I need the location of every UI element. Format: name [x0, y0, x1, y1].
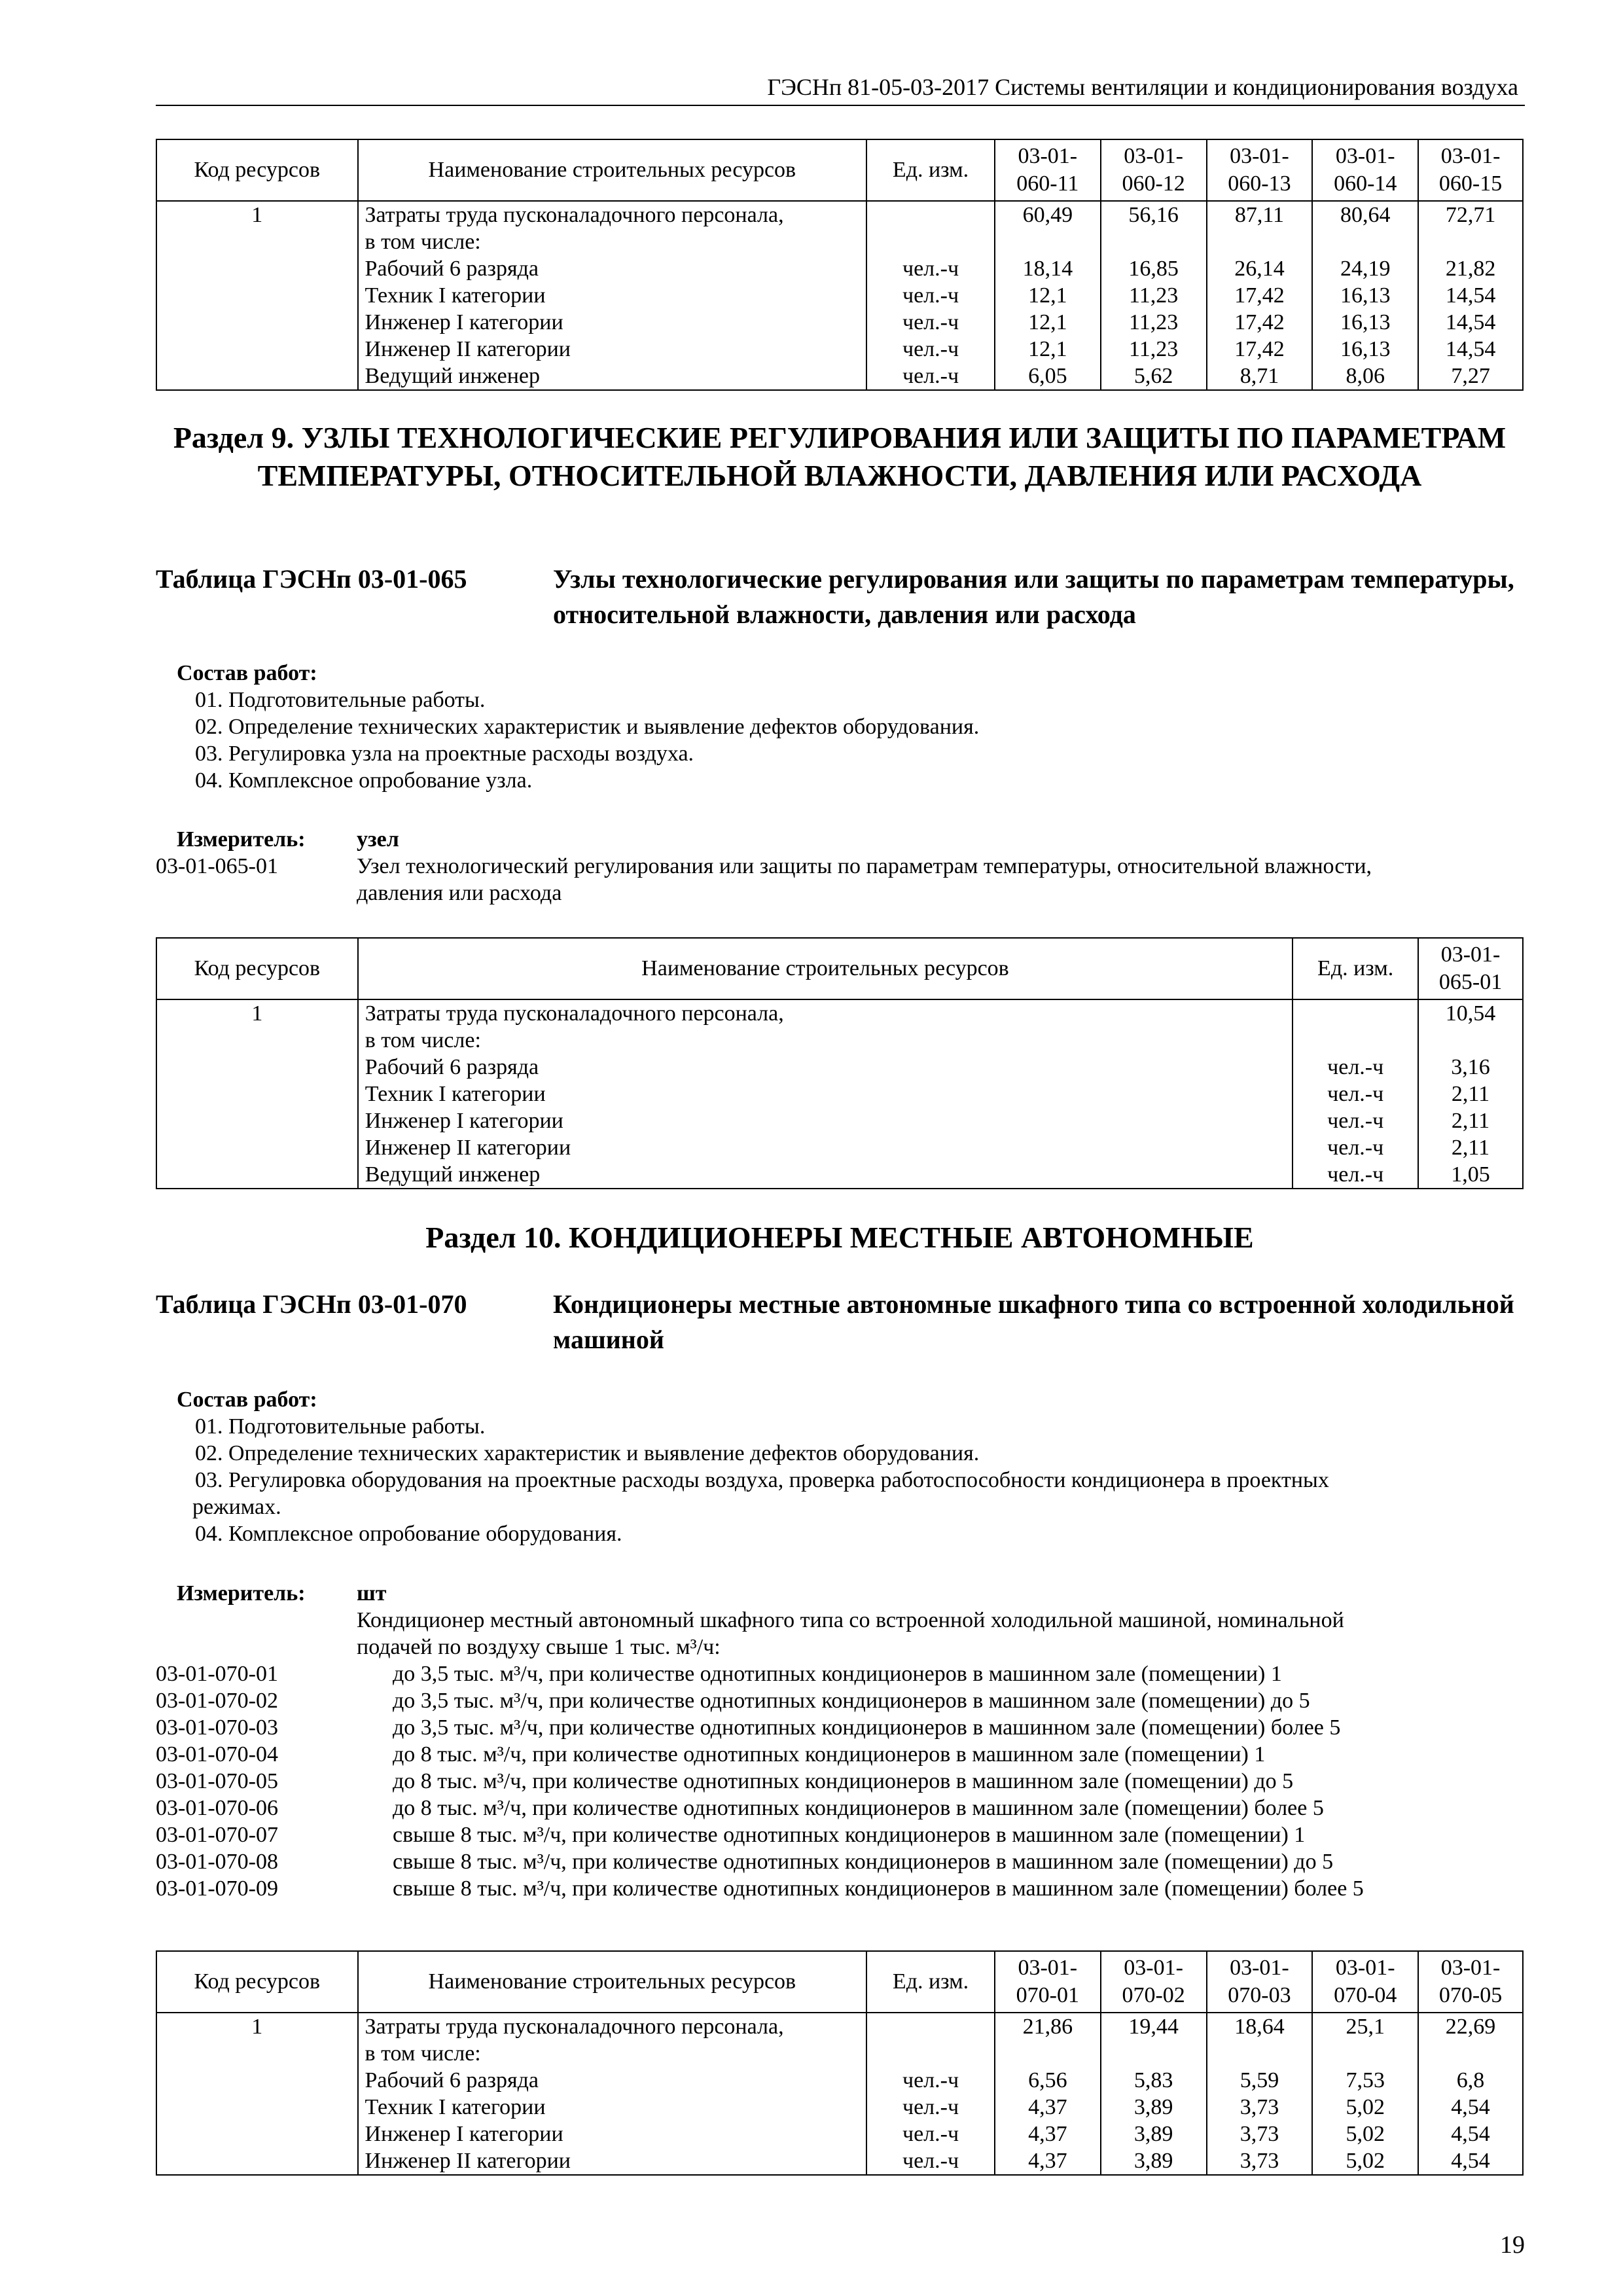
column-header-norm: 03-01- 060-11 [995, 139, 1101, 201]
cell-value: 19,44 [1128, 2015, 1179, 2039]
unit-value: чел.-ч [902, 2122, 959, 2146]
unit-value: чел.-ч [902, 2068, 959, 2092]
item-code: 03-01-070-06 [156, 1796, 278, 1820]
item-code: 03-01-070-08 [156, 1850, 278, 1874]
resource-code: 1 [156, 2013, 358, 2175]
resource-name: Инженер II категории [365, 1136, 571, 1160]
table-03-01-065 [156, 937, 1524, 1189]
meter-block-065 [156, 826, 1524, 906]
resource-name: Затраты труда пусконаладочного персонала, [365, 203, 784, 227]
norm-values [1207, 2013, 1313, 2175]
resource-name: Техник I категории [365, 283, 546, 308]
item-text: до 8 тыс. м³/ч, при количестве однотипных кондиционеров в машинном зале (помещении) 1 [393, 1742, 1266, 1767]
item-text: свыше 8 тыс. м³/ч, при количестве однотипных кондиционеров в машинном зале (помещении) 1 [393, 1823, 1306, 1847]
norm-values [1312, 2013, 1418, 2175]
cell-value: 14,54 [1445, 337, 1496, 361]
cell-value: 80,64 [1340, 203, 1391, 227]
cell-value: 5,02 [1346, 2095, 1385, 2119]
unit-value: чел.-ч [902, 337, 959, 361]
column-header-norm: 03-01- 070-03 [1207, 1951, 1313, 2013]
item-text: до 3,5 тыс. м³/ч, при количестве однотипных кондиционеров в машинном зале (помещении) 1 [393, 1662, 1282, 1686]
cell-value: 16,13 [1340, 310, 1391, 334]
cell-value: 6,8 [1456, 2068, 1485, 2092]
norm-values [1418, 999, 1523, 1189]
resource-name: Рабочий 6 разряда [365, 1055, 539, 1079]
item-code: 03-01-065-01 [156, 854, 278, 878]
resource-units [1293, 999, 1418, 1189]
table-label: Таблица ГЭСНп 03-01-070 [156, 1289, 467, 1319]
cell-value: 8,71 [1240, 364, 1279, 388]
column-header-name: Наименование строительных ресурсов [358, 139, 867, 201]
column-header-unit: Ед. изм. [866, 1951, 995, 2013]
work-item: 04. Комплексное опробование оборудования. [195, 1522, 622, 1546]
work-item: 04. Комплексное опробование узла. [195, 768, 533, 793]
cell-value: 4,54 [1451, 2149, 1490, 2173]
cell-value [1319, 2040, 1411, 2067]
resource-names [358, 201, 867, 390]
cell-value: 4,54 [1451, 2095, 1490, 2119]
resource-name: Рабочий 6 разряда [365, 2068, 539, 2092]
unit-value: чел.-ч [902, 310, 959, 334]
item-code: 03-01-070-05 [156, 1769, 278, 1793]
resource-name: Ведущий инженер [365, 1162, 541, 1187]
cell-value: 11,23 [1129, 310, 1179, 334]
unit-value [874, 2013, 988, 2040]
cell-value: 7,27 [1451, 364, 1490, 388]
cell-value [1425, 1027, 1516, 1054]
cell-value: 5,83 [1133, 2068, 1173, 2092]
column-header-norm: 03-01- 060-15 [1418, 139, 1523, 201]
column-header-norm: 03-01- 070-05 [1418, 1951, 1523, 2013]
unit-value: чел.-ч [1327, 1055, 1384, 1079]
cell-value: 4,37 [1028, 2095, 1067, 2119]
cell-value: 10,54 [1445, 1001, 1496, 1026]
item-code: 03-01-070-09 [156, 1876, 278, 1901]
resource-code: 1 [156, 201, 358, 390]
section-10-title: Раздел 10. КОНДИЦИОНЕРЫ МЕСТНЫЕ АВТОНОМНЫЕ [425, 1221, 1254, 1254]
item-description: Кондиционер местный автономный шкафного типа со встроенной холодильной машиной, номинальной [357, 1608, 1344, 1632]
item-code: 03-01-070-04 [156, 1742, 278, 1767]
cell-value [1214, 2040, 1306, 2067]
norm-values [1101, 201, 1207, 390]
meter-unit: узел [357, 827, 399, 852]
cell-value: 3,89 [1133, 2122, 1173, 2146]
meter-block-070 [156, 1580, 1524, 1902]
resource-name: Инженер I категории [365, 310, 563, 334]
cell-value [1425, 2040, 1516, 2067]
cell-value: 4,54 [1451, 2122, 1490, 2146]
item-code: 03-01-070-01 [156, 1662, 278, 1686]
cell-value: 3,89 [1133, 2095, 1173, 2119]
cell-value: 16,85 [1128, 257, 1179, 281]
cell-value: 11,23 [1129, 283, 1179, 308]
column-header-norm: 03-01- 070-01 [995, 1951, 1101, 2013]
works-label: Состав работ: [177, 661, 317, 685]
unit-value [1300, 1027, 1411, 1054]
cell-value [1319, 228, 1411, 255]
norm-values [1418, 201, 1523, 390]
meter-label: Измеритель: [177, 827, 306, 852]
cell-value [1002, 228, 1094, 255]
cell-value: 25,1 [1346, 2015, 1385, 2039]
norm-values [995, 2013, 1101, 2175]
cell-value: 14,54 [1445, 283, 1496, 308]
unit-value [874, 2040, 988, 2067]
cell-value: 7,53 [1346, 2068, 1385, 2092]
column-header-code: Код ресурсов [156, 938, 358, 999]
item-code: 03-01-070-02 [156, 1689, 278, 1713]
unit-value: чел.-ч [1327, 1136, 1384, 1160]
cell-value: 16,13 [1340, 337, 1391, 361]
table-title: Узлы технологические регулирования или защиты по параметрам температуры, относительной влажности, давления или расхода [553, 564, 1514, 629]
cell-value: 2,11 [1451, 1082, 1490, 1106]
cell-value: 2,11 [1451, 1136, 1490, 1160]
works-list-065 [156, 660, 1524, 794]
column-header-norm: 03-01- 060-13 [1207, 139, 1313, 201]
cell-value: 18,14 [1022, 257, 1073, 281]
column-header-name: Наименование строительных ресурсов [358, 1951, 867, 2013]
cell-value: 12,1 [1028, 283, 1067, 308]
cell-value: 12,1 [1028, 337, 1067, 361]
cell-value: 87,11 [1234, 203, 1285, 227]
cell-value: 16,13 [1340, 283, 1391, 308]
column-header-norm: 03-01- 070-02 [1101, 1951, 1207, 2013]
meter-unit: шт [357, 1581, 387, 1605]
page-number: 19 [1500, 2231, 1525, 2259]
cell-value: 6,56 [1028, 2068, 1067, 2092]
resource-name: в том числе: [365, 1028, 481, 1052]
cell-value: 21,86 [1022, 2015, 1073, 2039]
unit-value: чел.-ч [902, 2095, 959, 2119]
norm-values [1312, 201, 1418, 390]
column-header-norm: 03-01- 070-04 [1312, 1951, 1418, 2013]
item-text: до 8 тыс. м³/ч, при количестве однотипных кондиционеров в машинном зале (помещении) до 5 [393, 1769, 1294, 1793]
resource-units [866, 201, 995, 390]
resource-name: Техник I категории [365, 2095, 546, 2119]
resource-name: Затраты труда пусконаладочного персонала, [365, 2015, 784, 2039]
item-code: 03-01-070-03 [156, 1715, 278, 1740]
cell-value: 72,71 [1445, 203, 1496, 227]
norm-values [1418, 2013, 1523, 2175]
item-text: свыше 8 тыс. м³/ч, при количестве однотипных кондиционеров в машинном зале (помещении) до 5 [393, 1850, 1334, 1874]
table-row [156, 999, 1523, 1189]
cell-value: 14,54 [1445, 310, 1496, 334]
column-header-unit: Ед. изм. [1293, 938, 1418, 999]
unit-value: чел.-ч [1327, 1082, 1384, 1106]
section-9-title: Раздел 9. УЗЛЫ ТЕХНОЛОГИЧЕСКИЕ РЕГУЛИРОВАНИЯ ИЛИ ЗАЩИТЫ ПО ПАРАМЕТРАМ ТЕМПЕРАТУРЫ, ОТНОСИТЕЛЬНОЙ ВЛАЖНОСТИ, ДАВЛЕНИЯ ИЛИ РАСХОДА [173, 421, 1507, 492]
unit-value: чел.-ч [902, 2149, 959, 2173]
unit-value: чел.-ч [1327, 1162, 1384, 1187]
norm-values [1207, 201, 1313, 390]
works-list-070 [156, 1386, 1524, 1547]
resource-name: в том числе: [365, 2041, 481, 2066]
item-text: свыше 8 тыс. м³/ч, при количестве однотипных кондиционеров в машинном зале (помещении) более 5 [393, 1876, 1364, 1901]
item-code: 03-01-070-07 [156, 1823, 278, 1847]
work-item: 01. Подготовительные работы. [195, 1414, 486, 1439]
item-text: до 3,5 тыс. м³/ч, при количестве однотипных кондиционеров в машинном зале (помещении) до 5 [393, 1689, 1310, 1713]
cell-value: 8,06 [1346, 364, 1385, 388]
column-header-norm: 03-01- 065-01 [1418, 938, 1523, 999]
cell-value: 4,37 [1028, 2149, 1067, 2173]
resource-name: в том числе: [365, 230, 481, 254]
unit-value: чел.-ч [1327, 1109, 1384, 1133]
unit-value [874, 202, 988, 228]
work-item: 03. Регулировка узла на проектные расходы воздуха. [195, 742, 694, 766]
unit-value: чел.-ч [902, 257, 959, 281]
cell-value: 60,49 [1022, 203, 1073, 227]
column-header-code: Код ресурсов [156, 1951, 358, 2013]
column-header-unit: Ед. изм. [866, 139, 995, 201]
item-text: Узел технологический регулирования или защиты по параметрам температуры, относительной влажности, [357, 854, 1372, 878]
resource-units [866, 2013, 995, 2175]
cell-value: 3,73 [1240, 2095, 1279, 2119]
cell-value: 5,02 [1346, 2122, 1385, 2146]
resource-name: Техник I категории [365, 1082, 546, 1106]
resource-name: Инженер I категории [365, 1109, 563, 1133]
norm-values [1101, 2013, 1207, 2175]
item-text: давления или расхода [357, 881, 562, 905]
cell-value: 17,42 [1234, 310, 1285, 334]
work-item: 01. Подготовительные работы. [195, 688, 486, 712]
cell-value: 11,23 [1129, 337, 1179, 361]
table-03-01-060 [156, 139, 1524, 391]
work-item: 02. Определение технических характеристик и выявление дефектов оборудования. [195, 1441, 980, 1465]
resource-code: 1 [156, 999, 358, 1189]
cell-value: 3,16 [1451, 1055, 1490, 1079]
resource-name: Ведущий инженер [365, 364, 541, 388]
table-row [156, 201, 1523, 390]
cell-value [1425, 228, 1516, 255]
cell-value: 2,11 [1451, 1109, 1490, 1133]
cell-value: 18,64 [1234, 2015, 1285, 2039]
norm-values [995, 201, 1101, 390]
table-row [156, 2013, 1523, 2175]
cell-value: 21,82 [1445, 257, 1496, 281]
cell-value: 5,59 [1240, 2068, 1279, 2092]
column-header-code: Код ресурсов [156, 139, 358, 201]
column-header-name: Наименование строительных ресурсов [358, 938, 1293, 999]
cell-value [1002, 2040, 1094, 2067]
resource-name: Затраты труда пусконаладочного персонала, [365, 1001, 784, 1026]
unit-value [1300, 1000, 1411, 1027]
cell-value: 1,05 [1451, 1162, 1490, 1187]
column-header-norm: 03-01- 060-12 [1101, 139, 1207, 201]
works-label: Состав работ: [177, 1388, 317, 1412]
cell-value: 3,73 [1240, 2122, 1279, 2146]
table-title: Кондиционеры местные автономные шкафного типа со встроенной холодильной машиной [553, 1289, 1514, 1354]
unit-value: чел.-ч [902, 283, 959, 308]
cell-value [1214, 228, 1306, 255]
cell-value: 17,42 [1234, 337, 1285, 361]
resource-name: Инженер II категории [365, 337, 571, 361]
work-item: режимах. [192, 1495, 281, 1519]
resource-name: Инженер II категории [365, 2149, 571, 2173]
item-text: до 8 тыс. м³/ч, при количестве однотипных кондиционеров в машинном зале (помещении) более 5 [393, 1796, 1324, 1820]
unit-value: чел.-ч [902, 364, 959, 388]
cell-value: 6,05 [1028, 364, 1067, 388]
cell-value: 24,19 [1340, 257, 1391, 281]
cell-value: 4,37 [1028, 2122, 1067, 2146]
table-label: Таблица ГЭСНп 03-01-065 [156, 564, 467, 594]
cell-value: 17,42 [1234, 283, 1285, 308]
unit-value [874, 228, 988, 255]
column-header-norm: 03-01- 060-14 [1312, 139, 1418, 201]
cell-value: 26,14 [1234, 257, 1285, 281]
cell-value [1108, 228, 1200, 255]
item-description: подачей по воздуху свыше 1 тыс. м³/ч: [357, 1635, 721, 1659]
resource-names [358, 999, 1293, 1189]
resource-names [358, 2013, 867, 2175]
cell-value: 22,69 [1445, 2015, 1496, 2039]
meter-label: Измеритель: [177, 1581, 306, 1605]
item-text: до 3,5 тыс. м³/ч, при количестве однотипных кондиционеров в машинном зале (помещении) более 5 [393, 1715, 1341, 1740]
cell-value: 3,89 [1133, 2149, 1173, 2173]
work-item: 03. Регулировка оборудования на проектные расходы воздуха, проверка работоспособности кондиционера в проектных [195, 1468, 1329, 1492]
cell-value [1108, 2040, 1200, 2067]
cell-value: 56,16 [1128, 203, 1179, 227]
cell-value: 3,73 [1240, 2149, 1279, 2173]
running-header: ГЭСНп 81-05-03-2017 Системы вентиляции и кондиционирования воздуха [767, 74, 1518, 100]
cell-value: 5,02 [1346, 2149, 1385, 2173]
resource-name: Инженер I категории [365, 2122, 563, 2146]
work-item: 02. Определение технических характеристик и выявление дефектов оборудования. [195, 715, 980, 739]
table-03-01-070 [156, 1950, 1524, 2176]
header-rule [156, 105, 1525, 106]
cell-value: 12,1 [1028, 310, 1067, 334]
resource-name: Рабочий 6 разряда [365, 257, 539, 281]
cell-value: 5,62 [1133, 364, 1173, 388]
